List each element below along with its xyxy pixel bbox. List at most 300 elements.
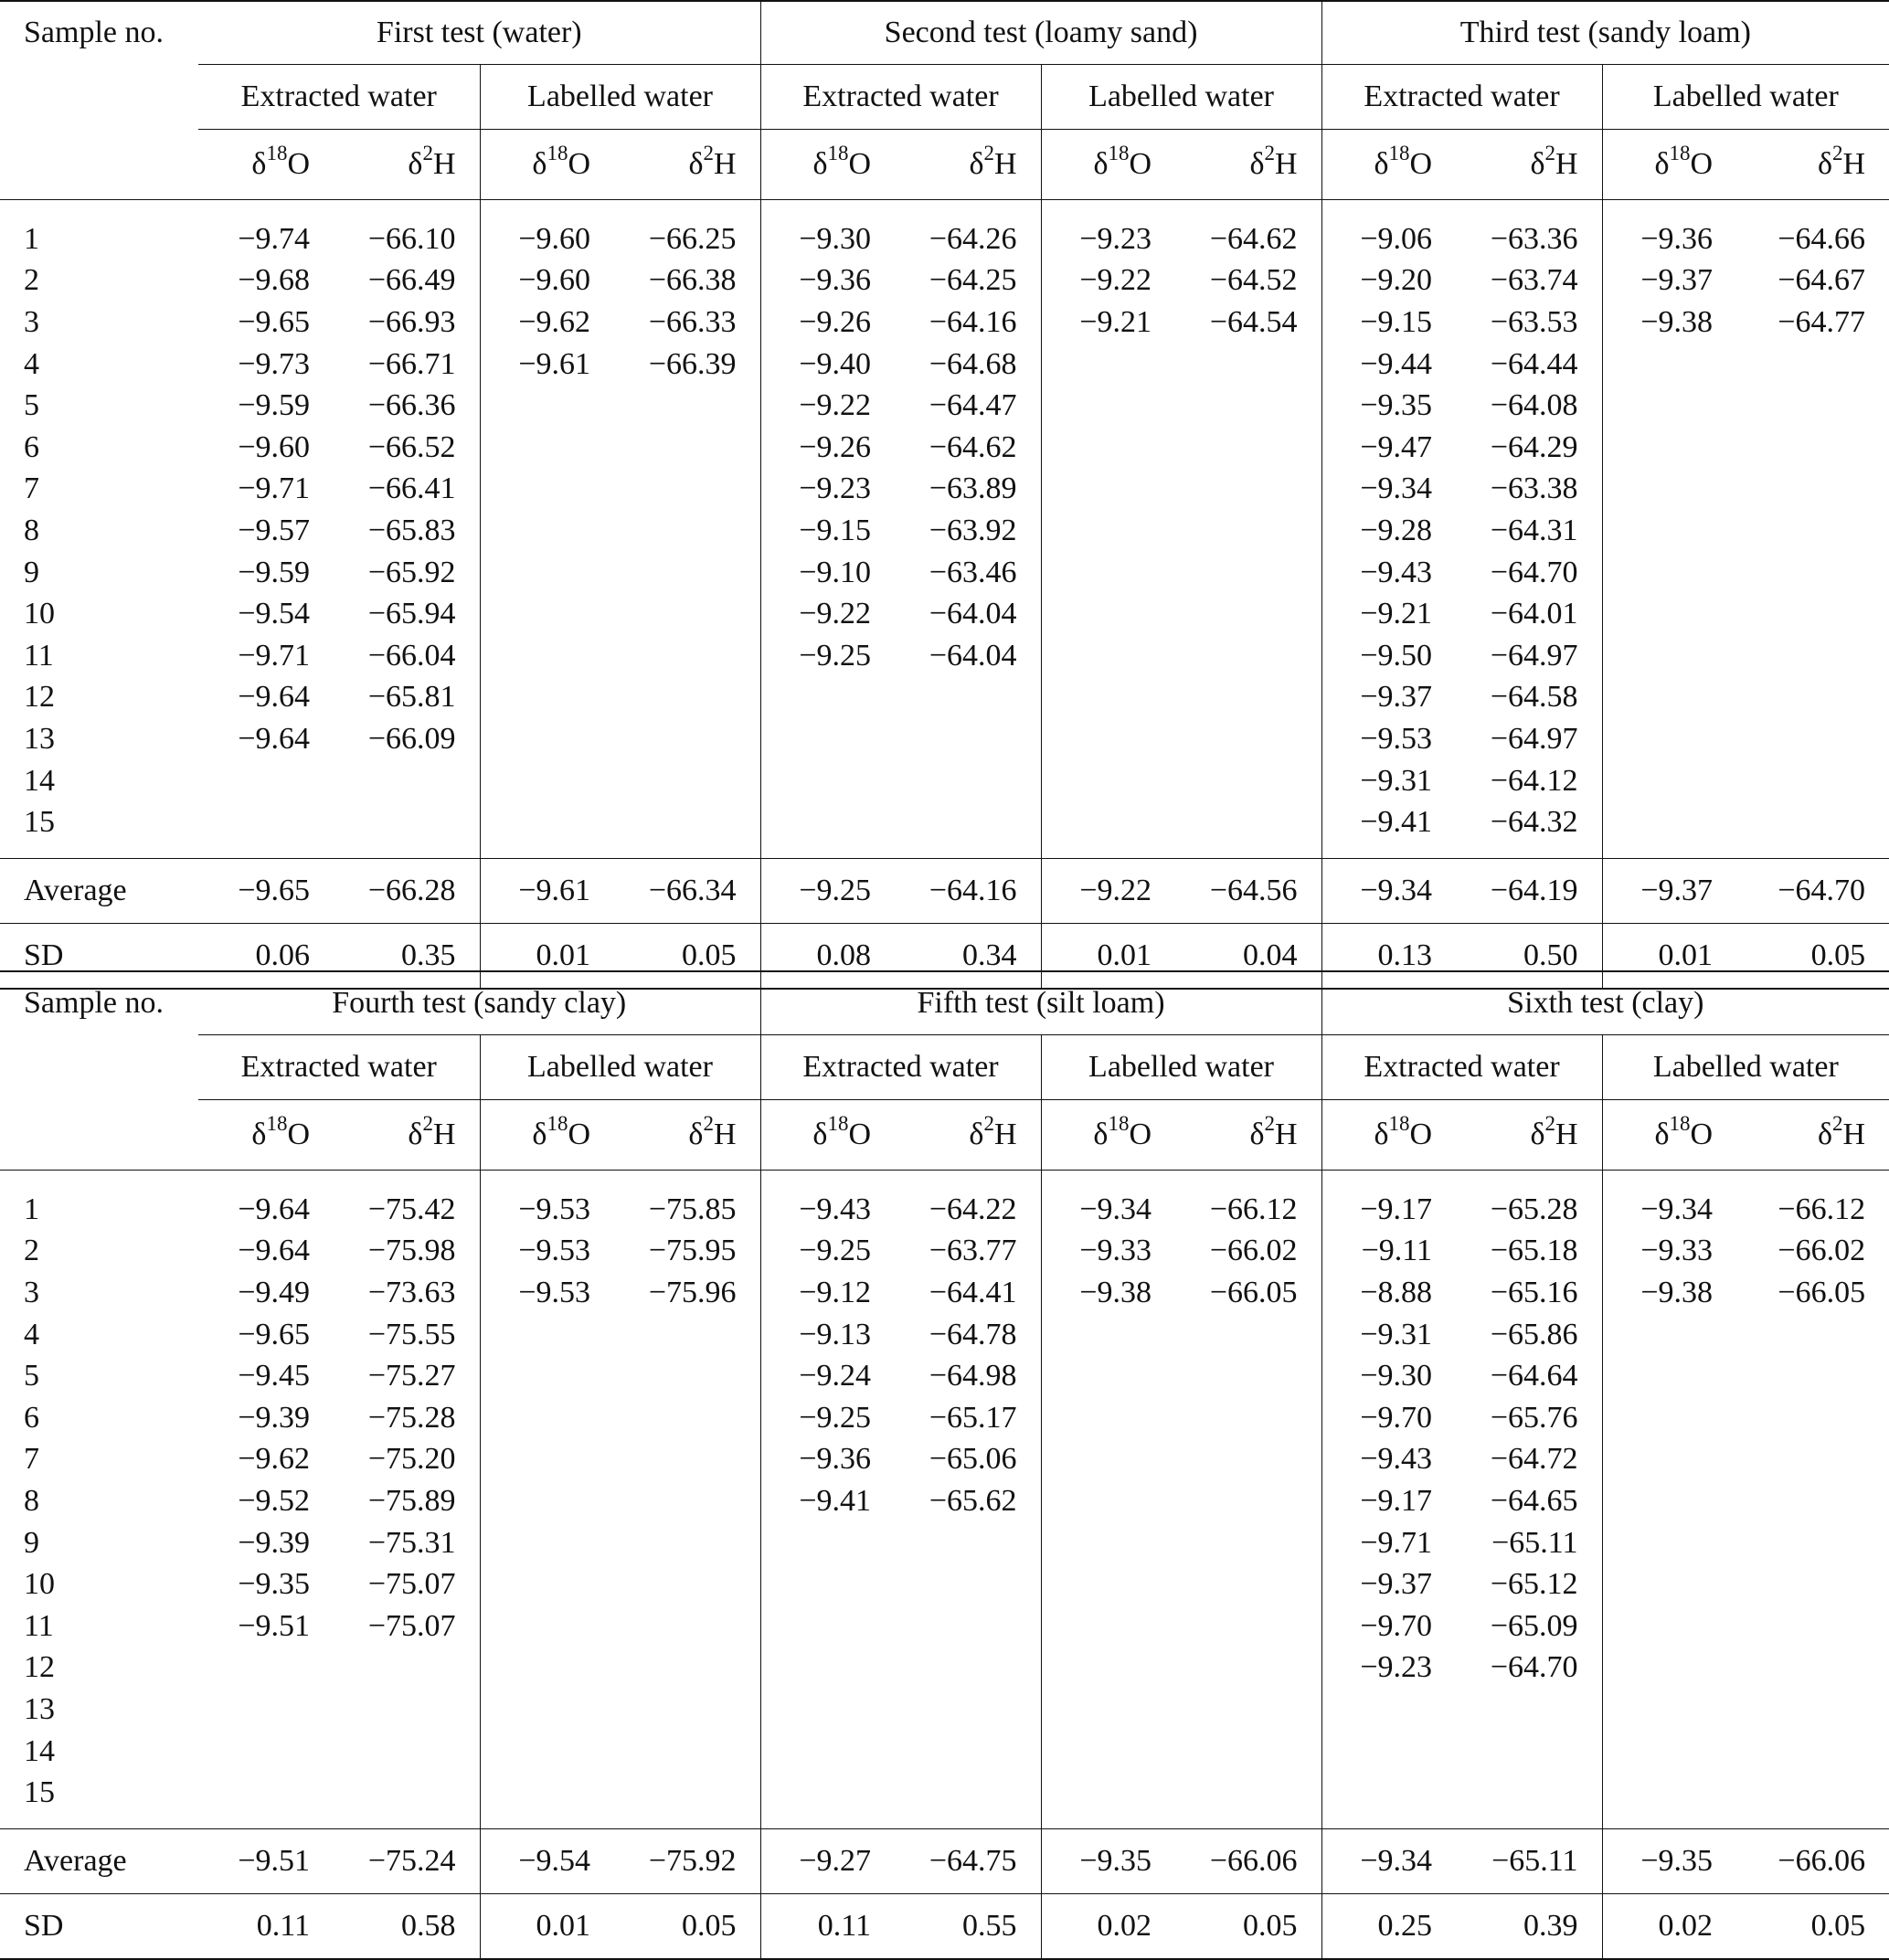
extracted-o18-value: −9.31 — [1321, 1314, 1456, 1356]
extracted-h2-value: −64.97 — [1490, 721, 1578, 756]
labelled-h2-value — [1175, 1647, 1321, 1690]
sample-number: 5 — [24, 388, 39, 423]
isotope-mass: 18 — [547, 1112, 568, 1135]
table-row — [0, 552, 1889, 594]
spacer — [1736, 1814, 1889, 1829]
extracted-o18-value: −9.71 — [238, 638, 310, 673]
average-value: −64.16 — [895, 858, 1041, 923]
delta-18o-header — [480, 1100, 614, 1171]
delta-2h-header — [1736, 1100, 1889, 1171]
labelled-o18-value — [1602, 1647, 1736, 1690]
spacer — [1175, 843, 1321, 859]
isotope-mass: 18 — [1388, 142, 1410, 164]
table-row — [0, 385, 1889, 427]
sd-value: 0.34 — [895, 923, 1041, 989]
labelled-h2-value: −66.25 — [648, 221, 737, 256]
extracted-h2-value — [334, 760, 480, 802]
sd-value: 0.05 — [1736, 923, 1889, 989]
isotope-element: O — [1409, 147, 1433, 181]
extracted-h2-value — [1456, 1689, 1602, 1731]
spacer — [334, 1814, 480, 1829]
labelled-o18-value — [1602, 1480, 1736, 1522]
extracted-h2-value: −63.36 — [1490, 221, 1578, 256]
labelled-o18-value — [480, 510, 614, 552]
delta-symbol: δ — [1817, 147, 1832, 181]
labelled-o18-value — [1602, 760, 1736, 802]
isotope-mass: 18 — [1669, 1112, 1691, 1135]
labelled-h2-value — [614, 552, 760, 594]
sample-number: 12 — [24, 680, 55, 715]
labelled-o18-value — [480, 552, 614, 594]
extracted-h2-value: −66.04 — [367, 638, 456, 673]
header-row-isotopes — [0, 130, 1889, 200]
isotope-element: H — [1555, 147, 1578, 181]
header-row-water — [0, 1035, 1889, 1100]
extracted-h2-value: −75.89 — [367, 1483, 456, 1518]
delta-symbol: δ — [1374, 1118, 1389, 1151]
labelled-o18-value — [480, 1314, 614, 1356]
labelled-h2-value — [614, 677, 760, 719]
isotope-element: O — [1129, 147, 1152, 181]
labelled-o18-value — [480, 385, 614, 427]
spacer — [1456, 200, 1602, 219]
extracted-o18-value: −9.50 — [1321, 635, 1456, 677]
table-row — [0, 718, 1889, 760]
extracted-o18-value: −9.43 — [760, 1189, 895, 1231]
sample-number: 8 — [24, 513, 39, 547]
labelled-h2-value — [614, 718, 760, 760]
sd-value: 0.05 — [1175, 1893, 1321, 1959]
spacer — [1321, 1814, 1456, 1829]
labelled-o18-value — [480, 1772, 614, 1814]
labelled-o18-value — [480, 760, 614, 802]
average-row — [0, 1828, 1889, 1893]
extracted-h2-value — [334, 1647, 480, 1690]
sd-value: 0.39 — [1456, 1893, 1602, 1959]
labelled-h2-value — [1175, 552, 1321, 594]
extracted-water-header: Extracted water — [1321, 1035, 1602, 1100]
spacer — [1736, 843, 1889, 859]
isotope-element: H — [1842, 147, 1866, 181]
extracted-o18-value: −9.13 — [760, 1314, 895, 1356]
spacer — [1175, 1814, 1321, 1829]
sample-number: 9 — [24, 555, 39, 589]
labelled-h2-value — [1175, 1397, 1321, 1439]
extracted-h2-value: −66.36 — [367, 388, 456, 423]
spacer — [1736, 200, 1889, 219]
labelled-o18-value — [1602, 677, 1736, 719]
average-value: −9.37 — [1602, 858, 1736, 923]
isotope-element: H — [993, 147, 1017, 181]
labelled-h2-value — [614, 1689, 760, 1731]
extracted-o18-value: −9.62 — [238, 1442, 310, 1477]
labelled-o18-value: −9.38 — [1602, 1272, 1736, 1314]
extracted-o18-value: −9.34 — [1321, 469, 1456, 511]
extracted-o18-value: −9.64 — [238, 1234, 310, 1268]
delta-symbol: δ — [408, 147, 423, 181]
sample-number: 13 — [24, 721, 55, 756]
labelled-o18-value — [1041, 1689, 1175, 1731]
labelled-h2-value — [614, 1522, 760, 1564]
labelled-h2-value — [1736, 1480, 1889, 1522]
isotope-mass: 2 — [983, 142, 994, 164]
labelled-o18-value — [1041, 427, 1175, 469]
spacer — [614, 1171, 760, 1190]
extracted-h2-value: −63.53 — [1490, 304, 1578, 339]
labelled-o18-value — [480, 469, 614, 511]
extracted-o18-value: −9.45 — [238, 1359, 310, 1393]
extracted-o18-value: −9.54 — [238, 597, 310, 631]
table-row — [0, 1563, 1889, 1605]
spacer — [1321, 843, 1456, 859]
extracted-o18-value: −9.59 — [238, 388, 310, 423]
spacer — [614, 1814, 760, 1829]
labelled-o18-value — [1041, 1397, 1175, 1439]
table-row — [0, 1689, 1889, 1731]
extracted-h2-value — [334, 1772, 480, 1814]
table-row — [0, 302, 1889, 344]
labelled-h2-value — [1736, 677, 1889, 719]
sd-value: 0.11 — [760, 1893, 895, 1959]
extracted-o18-value: −9.37 — [1321, 1563, 1456, 1605]
extracted-o18-value: −9.12 — [760, 1272, 895, 1314]
extracted-h2-value: −63.92 — [929, 513, 1017, 547]
extracted-h2-value: −64.25 — [929, 263, 1017, 298]
labelled-h2-value — [1736, 718, 1889, 760]
extracted-water-header: Extracted water — [760, 1035, 1041, 1100]
average-value: −9.54 — [480, 1828, 614, 1893]
labelled-o18-value: −9.34 — [1602, 1189, 1736, 1231]
extracted-o18-value: −9.39 — [238, 1525, 310, 1560]
sd-value: 0.05 — [1736, 1893, 1889, 1959]
labelled-h2-value — [1736, 1772, 1889, 1814]
extracted-o18-value — [1321, 1772, 1456, 1814]
isotope-element: O — [1409, 1118, 1433, 1151]
test-title: Fifth test (silt loam) — [760, 971, 1321, 1035]
extracted-h2-value: −64.78 — [929, 1317, 1017, 1351]
labelled-h2-value — [1736, 1355, 1889, 1397]
isotope-element: O — [1690, 1118, 1714, 1151]
table-row — [0, 1731, 1889, 1773]
sample-number: 5 — [24, 1359, 39, 1393]
delta-symbol: δ — [688, 1118, 704, 1151]
labelled-o18-value — [480, 1355, 614, 1397]
extracted-o18-value — [760, 1689, 895, 1731]
average-row — [0, 858, 1889, 923]
labelled-o18-value: −9.61 — [480, 344, 614, 386]
extracted-h2-value — [895, 1689, 1041, 1731]
extracted-o18-value — [1321, 1731, 1456, 1773]
sd-value: 0.50 — [1456, 923, 1602, 989]
sd-value: 0.58 — [334, 1893, 480, 1959]
extracted-h2-value — [334, 801, 480, 843]
labelled-o18-value: −9.37 — [1602, 260, 1736, 302]
extracted-o18-value: −9.49 — [238, 1275, 310, 1309]
sd-value: 0.13 — [1321, 923, 1456, 989]
delta-2h-header — [1175, 1100, 1321, 1171]
labelled-h2-value — [1175, 385, 1321, 427]
labelled-h2-value — [1175, 1689, 1321, 1731]
labelled-h2-value — [1736, 760, 1889, 802]
delta-18o-header — [480, 130, 614, 200]
extracted-h2-value: −65.81 — [367, 680, 456, 715]
average-value: −66.06 — [1175, 1828, 1321, 1893]
isotope-mass: 2 — [1832, 1112, 1843, 1135]
delta-symbol: δ — [1654, 147, 1670, 181]
extracted-o18-value — [760, 1563, 895, 1605]
labelled-o18-value — [1602, 344, 1736, 386]
sample-number: 10 — [24, 597, 55, 631]
labelled-o18-value — [480, 1647, 614, 1690]
labelled-h2-value — [1175, 1605, 1321, 1647]
extracted-o18-value: −9.22 — [760, 385, 895, 427]
extracted-h2-value: −66.52 — [367, 429, 456, 464]
spacer — [0, 1814, 198, 1829]
extracted-o18-value: −9.41 — [1321, 801, 1456, 843]
sd-row — [0, 1893, 1889, 1959]
extracted-h2-value: −66.93 — [367, 304, 456, 339]
sample-number: 12 — [24, 1650, 55, 1685]
labelled-o18-value — [1602, 1563, 1736, 1605]
spacer — [198, 843, 334, 859]
extracted-h2-value: −64.72 — [1490, 1442, 1578, 1477]
average-value: −9.51 — [198, 1828, 334, 1893]
labelled-h2-value — [1175, 1314, 1321, 1356]
labelled-o18-value — [1602, 427, 1736, 469]
extracted-o18-value: −9.10 — [760, 552, 895, 594]
extracted-o18-value: −9.35 — [238, 1567, 310, 1602]
spacer — [480, 200, 614, 219]
extracted-o18-value: −9.23 — [760, 469, 895, 511]
isotope-element: H — [993, 1118, 1017, 1151]
labelled-o18-value: −9.53 — [480, 1231, 614, 1273]
labelled-h2-value: −75.85 — [648, 1192, 737, 1226]
test-title: First test (water) — [198, 1, 760, 65]
extracted-h2-value: −75.07 — [367, 1567, 456, 1602]
extracted-o18-value — [1321, 1689, 1456, 1731]
extracted-water-header: Extracted water — [198, 65, 480, 130]
labelled-h2-value — [1175, 760, 1321, 802]
extracted-o18-value: −9.60 — [238, 429, 310, 464]
extracted-o18-value: −9.25 — [760, 635, 895, 677]
labelled-o18-value: −9.34 — [1041, 1189, 1175, 1231]
labelled-o18-value — [1041, 1314, 1175, 1356]
extracted-h2-value: −63.46 — [929, 555, 1017, 589]
extracted-o18-value: −9.25 — [760, 1397, 895, 1439]
labelled-o18-value — [1602, 1314, 1736, 1356]
extracted-h2-value: −66.71 — [367, 346, 456, 381]
delta-18o-header — [1602, 1100, 1736, 1171]
sd-value: 0.01 — [480, 923, 614, 989]
extracted-o18-value: −9.44 — [1321, 344, 1456, 386]
isotope-element: O — [1129, 1118, 1151, 1151]
delta-symbol: δ — [1530, 1118, 1545, 1151]
sd-value: 0.02 — [1041, 1893, 1175, 1959]
extracted-o18-value: −9.74 — [238, 221, 310, 256]
labelled-h2-value — [614, 510, 760, 552]
sample-number: 11 — [24, 1608, 54, 1643]
extracted-o18-value: −9.65 — [238, 1317, 310, 1351]
delta-symbol: δ — [1249, 1118, 1265, 1151]
labelled-h2-value — [1175, 510, 1321, 552]
spacer — [760, 1814, 895, 1829]
isotope-element: H — [432, 147, 456, 181]
extracted-h2-value — [895, 1563, 1041, 1605]
isotope-mass: 2 — [1832, 142, 1843, 164]
labelled-h2-value — [1736, 593, 1889, 635]
extracted-o18-value: −9.70 — [1321, 1605, 1456, 1647]
labelled-o18-value — [480, 1689, 614, 1731]
average-label: Average — [0, 1828, 198, 1893]
extracted-h2-value — [895, 718, 1041, 760]
sd-value: 0.05 — [614, 923, 760, 989]
extracted-h2-value: −75.20 — [367, 1442, 456, 1477]
delta-2h-header — [1456, 1100, 1602, 1171]
extracted-h2-value: −64.32 — [1490, 805, 1578, 840]
labelled-o18-value: −9.62 — [480, 302, 614, 344]
delta-symbol: δ — [251, 1118, 267, 1151]
sample-number: 15 — [24, 805, 55, 840]
average-value: −66.06 — [1736, 1828, 1889, 1893]
sample-number: 1 — [24, 1192, 39, 1226]
labelled-o18-value — [480, 677, 614, 719]
extracted-o18-value: −9.70 — [1321, 1397, 1456, 1439]
extracted-h2-value: −64.97 — [1490, 638, 1578, 673]
labelled-o18-value — [1602, 635, 1736, 677]
extracted-h2-value — [895, 760, 1041, 802]
delta-symbol: δ — [1249, 147, 1265, 181]
extracted-h2-value: −65.17 — [929, 1400, 1017, 1435]
sample-number: 2 — [24, 1234, 39, 1268]
sd-value: 0.06 — [198, 923, 334, 989]
isotope-mass: 2 — [1264, 142, 1275, 164]
table-row — [0, 1772, 1889, 1814]
header-row-tests — [0, 1, 1889, 65]
spacer — [1321, 200, 1456, 219]
extracted-o18-value: −9.17 — [1321, 1480, 1456, 1522]
extracted-h2-value: −65.83 — [367, 513, 456, 547]
labelled-o18-value — [1041, 1563, 1175, 1605]
labelled-h2-value — [614, 385, 760, 427]
labelled-o18-value: −9.60 — [480, 218, 614, 260]
extracted-o18-value: −9.57 — [238, 513, 310, 547]
isotope-mass: 2 — [1544, 1112, 1555, 1135]
labelled-o18-value — [1041, 1480, 1175, 1522]
labelled-h2-value — [1175, 1439, 1321, 1481]
isotope-mass: 18 — [266, 1112, 288, 1135]
delta-symbol: δ — [1374, 147, 1389, 181]
labelled-h2-value: −64.62 — [1209, 221, 1298, 256]
spacer — [895, 1171, 1041, 1190]
extracted-o18-value — [198, 1647, 334, 1690]
labelled-h2-value: −64.77 — [1778, 304, 1866, 339]
labelled-o18-value: −9.36 — [1602, 218, 1736, 260]
labelled-h2-value — [614, 1563, 760, 1605]
labelled-o18-value — [1602, 593, 1736, 635]
isotope-mass: 18 — [1388, 1112, 1410, 1135]
spacer — [0, 843, 198, 859]
extracted-h2-value: −64.41 — [929, 1275, 1017, 1309]
average-value: −9.34 — [1321, 858, 1456, 923]
isotope-mass: 2 — [1544, 142, 1555, 164]
delta-symbol: δ — [812, 1118, 828, 1151]
labelled-o18-value — [1041, 1647, 1175, 1690]
labelled-h2-value — [1736, 1563, 1889, 1605]
labelled-h2-value — [1175, 1772, 1321, 1814]
isotope-element: O — [848, 1118, 871, 1151]
delta-18o-header — [1321, 130, 1456, 200]
delta-symbol: δ — [1093, 1118, 1109, 1151]
extracted-o18-value: −9.71 — [238, 471, 310, 506]
table-row — [0, 635, 1889, 677]
extracted-h2-value — [895, 1605, 1041, 1647]
labelled-o18-value — [480, 1605, 614, 1647]
spacer — [895, 843, 1041, 859]
isotope-element: H — [713, 147, 737, 181]
labelled-h2-value — [1175, 1563, 1321, 1605]
labelled-o18-value — [1041, 593, 1175, 635]
labelled-o18-value — [1602, 1397, 1736, 1439]
labelled-o18-value — [1041, 1772, 1175, 1814]
extracted-h2-value: −66.49 — [367, 263, 456, 298]
sd-value: 0.01 — [480, 1893, 614, 1959]
extracted-o18-value: −9.26 — [760, 302, 895, 344]
labelled-h2-value — [614, 1647, 760, 1690]
extracted-o18-value: −9.28 — [1321, 510, 1456, 552]
labelled-o18-value — [480, 1522, 614, 1564]
extracted-h2-value: −65.06 — [929, 1442, 1017, 1477]
sample-number: 7 — [24, 1442, 39, 1477]
average-value: −9.35 — [1602, 1828, 1736, 1893]
spacer — [1041, 1814, 1175, 1829]
labelled-h2-value — [1175, 1522, 1321, 1564]
extracted-o18-value: −9.73 — [238, 346, 310, 381]
extracted-h2-value — [895, 1522, 1041, 1564]
average-label: Average — [0, 858, 198, 923]
extracted-h2-value: −64.64 — [1490, 1359, 1578, 1393]
labelled-o18-value — [480, 593, 614, 635]
labelled-h2-value — [1175, 593, 1321, 635]
spacer — [198, 1814, 334, 1829]
labelled-h2-value — [1736, 1605, 1889, 1647]
average-value: −75.24 — [334, 1828, 480, 1893]
test-title: Fourth test (sandy clay) — [198, 971, 760, 1035]
test-title: Second test (loamy sand) — [760, 1, 1321, 65]
sd-value: 0.08 — [760, 923, 895, 989]
sample-number: 4 — [24, 346, 39, 381]
extracted-o18-value: −9.68 — [238, 263, 310, 298]
labelled-h2-value — [614, 1480, 760, 1522]
spacer — [760, 1171, 895, 1190]
extracted-h2-value: −65.28 — [1490, 1192, 1578, 1226]
extracted-o18-value: −9.64 — [238, 1192, 310, 1226]
extracted-o18-value: −9.35 — [1321, 385, 1456, 427]
extracted-h2-value: −75.55 — [367, 1317, 456, 1351]
extracted-o18-value: −9.24 — [760, 1355, 895, 1397]
labelled-h2-value — [1175, 718, 1321, 760]
labelled-o18-value — [1602, 1731, 1736, 1773]
delta-18o-header — [760, 130, 895, 200]
sd-label: SD — [0, 923, 198, 989]
labelled-o18-value — [480, 1439, 614, 1481]
labelled-h2-value — [614, 1397, 760, 1439]
labelled-o18-value — [1602, 1439, 1736, 1481]
isotope-mass: 18 — [1108, 1112, 1130, 1135]
spacer — [198, 1171, 334, 1190]
sample-number: 6 — [24, 429, 39, 464]
labelled-h2-value — [1736, 510, 1889, 552]
labelled-o18-value — [1041, 1439, 1175, 1481]
